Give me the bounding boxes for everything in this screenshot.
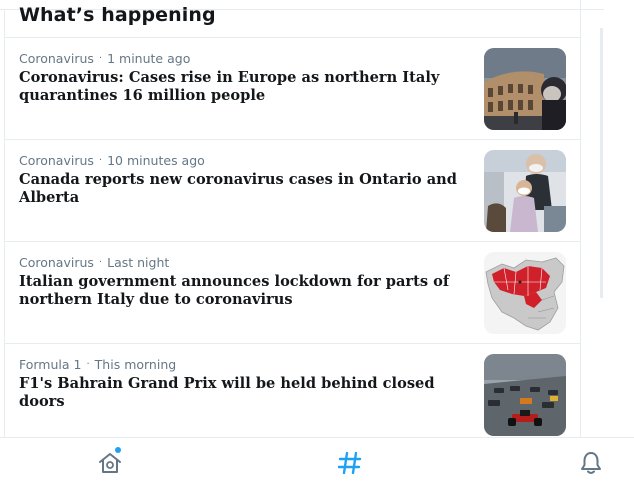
separator-dot: ·	[98, 257, 103, 268]
trend-item[interactable]	[4, 242, 580, 344]
trend-item[interactable]	[4, 38, 580, 140]
whats-happening-panel	[4, 0, 580, 437]
trend-item[interactable]	[4, 140, 580, 242]
separator-dot: ·	[98, 53, 103, 64]
scrollbar[interactable]	[600, 28, 603, 298]
nav-explore-button[interactable]	[320, 438, 380, 488]
trend-meta	[19, 255, 169, 270]
separator-dot: ·	[86, 359, 90, 370]
trend-category: Coronavirus	[19, 51, 94, 66]
trend-headline[interactable]: Coronavirus: Cases rise in Europe as northern Italy quarantines 16 million people	[19, 69, 440, 104]
trend-headline[interactable]: F1's Bahrain Grand Prix will be held behind closed doors	[19, 375, 435, 410]
new-content-badge	[115, 447, 121, 453]
nav-notifications-button[interactable]	[561, 438, 621, 488]
trend-meta	[19, 357, 176, 372]
trend-category: Coronavirus	[19, 153, 94, 168]
italy-map-photo-icon[interactable]	[484, 252, 566, 334]
trend-time: This morning	[94, 357, 177, 372]
notifications-bell-icon	[578, 450, 604, 476]
masked-people-photo-icon[interactable]	[484, 150, 566, 232]
racing-cars-photo-icon[interactable]	[484, 354, 566, 436]
explore-hashtag-icon	[337, 450, 363, 476]
separator-dot: ·	[98, 155, 103, 166]
trend-item[interactable]	[4, 344, 580, 437]
section-heading: What’s happening	[19, 4, 216, 26]
right-rail-divider	[580, 0, 581, 437]
colosseum-masked-person-photo-icon[interactable]	[484, 48, 566, 130]
bottom-nav-bar	[0, 437, 634, 501]
trend-headline[interactable]: Canada reports new coronavirus cases in Ontario and Alberta	[19, 171, 457, 206]
trend-headline[interactable]: Italian government announces lockdown for parts of northern Italy due to coronavirus	[19, 273, 450, 308]
trend-time: 1 minute ago	[107, 51, 191, 66]
trend-category: Coronavirus	[19, 255, 94, 270]
trend-time: 10 minutes ago	[107, 153, 205, 168]
home-icon	[97, 450, 123, 476]
trend-meta	[19, 51, 190, 66]
trend-category: Formula 1	[19, 357, 82, 372]
trend-meta	[19, 153, 205, 168]
trend-time: Last night	[107, 255, 170, 270]
nav-home-button[interactable]	[80, 438, 140, 488]
